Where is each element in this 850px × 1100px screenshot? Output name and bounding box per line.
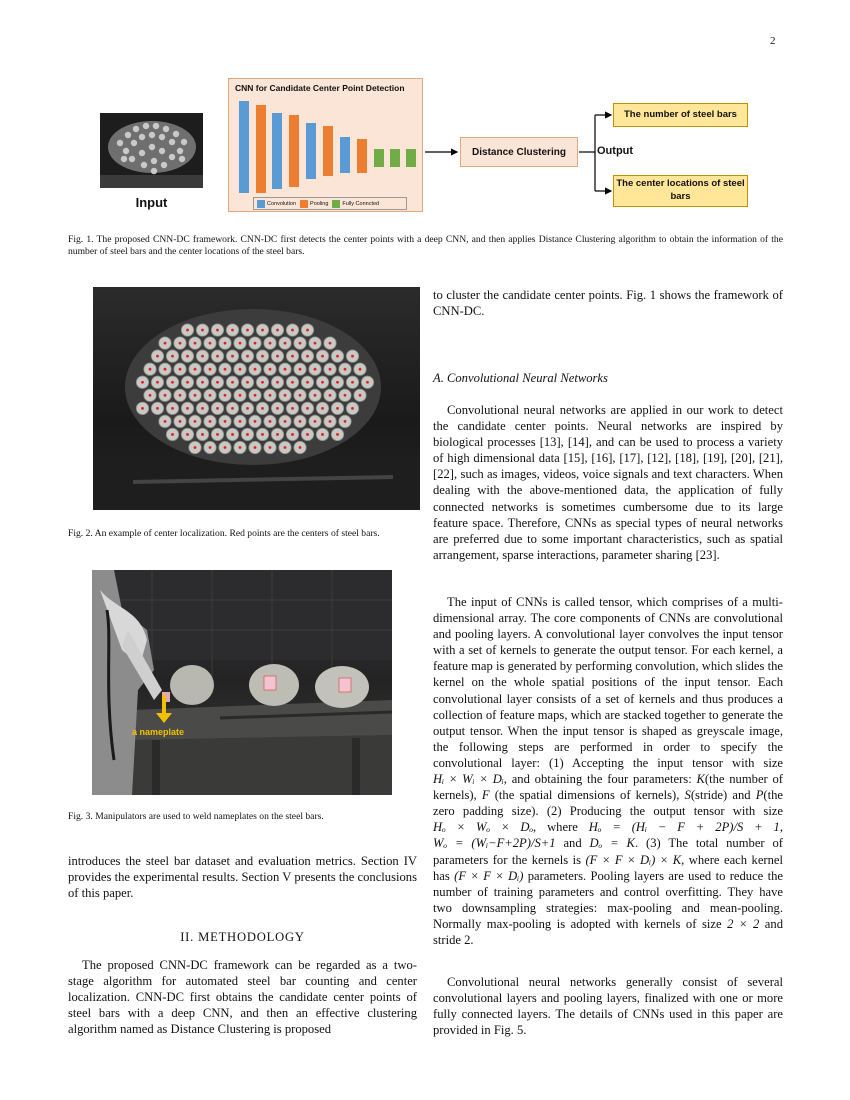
text-run: , [779,820,783,835]
text-run: , and obtaining the four parameters: [503,772,697,787]
center-point-marker [299,446,302,449]
math-ho-formula: Hₒ = (Hᵢ − F + 2P)/S + 1 [588,820,780,835]
math-total-params: (F × F × Dᵢ) × K [585,852,682,867]
center-point-marker [321,407,324,410]
center-point-marker [291,381,294,384]
legend-swatch [257,200,265,208]
center-point-marker [254,420,257,423]
center-point-marker [314,420,317,423]
center-point-marker [336,407,339,410]
input-bundle-image [100,113,203,188]
center-point-marker [359,394,362,397]
cnn-legend [253,197,407,210]
math-s: S [684,788,691,803]
text-run: and stride 2. [433,916,783,947]
methodology-paragraph-text: The proposed CNN-DC framework can be regarded as a two-stage algorithm for automated steel bar counting and center localization. CNN-DC first obtains the candidate center points of steel bars with a deep CNN, and then an effective clustering algorithm named as Distance Clustering is proposed [68,958,417,1037]
legend-item-pooling [300,200,328,208]
input-photo [100,113,203,188]
center-point-marker [186,433,189,436]
center-point-marker [366,381,369,384]
center-point-marker [291,329,294,332]
center-point-marker [329,420,332,423]
math-kernel-params: (F × F × Dᵢ) [454,868,524,883]
center-point-marker [209,342,212,345]
center-point-marker [224,342,227,345]
center-point-marker [179,420,182,423]
text-run: . (3) The total number of parameters for the kernels is [433,836,784,867]
center-point-marker [164,394,167,397]
center-point-marker [306,433,309,436]
center-point-marker [149,368,152,371]
conv-layer-2 [272,113,282,189]
fc-layer-3 [406,149,416,167]
conv-layer-1 [239,101,249,193]
center-point-marker [179,342,182,345]
center-point-marker [306,329,309,332]
center-point-marker [284,368,287,371]
figure-2-caption: Fig. 2. An example of center localization. Red points are the centers of steel bars. [68,528,380,539]
center-point-marker [194,342,197,345]
center-point-marker [321,433,324,436]
math-pool-size: 2 × 2 [727,916,760,931]
center-point-marker [239,368,242,371]
center-point-marker [291,407,294,410]
legend-label: Convolution [267,200,297,207]
center-point-marker [314,394,317,397]
nameplate-label: a nameplate [132,727,185,737]
center-point-marker [261,433,264,436]
pool-layer-2 [289,115,299,187]
center-point-marker [231,355,234,358]
center-point-marker [314,342,317,345]
center-point-marker [171,355,174,358]
center-point-marker [216,329,219,332]
center-point-marker [186,355,189,358]
manipulator-scene-image [92,570,392,795]
center-point-marker [224,394,227,397]
center-point-marker [246,329,249,332]
math-output-size: Hₒ × Wₒ × Dₒ [433,820,534,835]
center-point-marker [209,368,212,371]
center-point-marker [359,368,362,371]
center-point-marker [186,381,189,384]
center-point-marker [261,355,264,358]
center-point-marker [194,394,197,397]
conv-layer-3 [306,123,316,179]
center-point-marker [201,329,204,332]
center-point-marker [351,407,354,410]
center-point-marker [351,355,354,358]
math-wo-formula: Wₒ = (Wᵢ−F+2P)/S+1 [433,836,556,851]
cnn-layer-bars [229,79,424,194]
steel-bar-bundle-image [93,287,420,510]
cnn-block [228,78,423,212]
center-point-marker [299,394,302,397]
center-point-marker [254,394,257,397]
math-input-size: Hᵢ × Wᵢ × Dᵢ [433,772,504,787]
center-point-marker [276,329,279,332]
center-point-marker [254,446,257,449]
center-point-marker [239,394,242,397]
center-point-marker [269,446,272,449]
center-point-marker [239,342,242,345]
center-point-marker [336,433,339,436]
text-run: (stride) and [690,788,756,803]
cnn-structure-paragraph-text: Convolutional neural networks generally consist of several convolutional layers and pooling layers, finalized with one or more fully connected layers. The details of CNNs used in this paper are provided in Fig. 5. [433,975,783,1038]
subsection-heading-cnn: A. Convolutional Neural Networks [433,371,608,385]
center-point-marker [194,420,197,423]
cnn-paragraph-text: Convolutional neural networks are applied in our work to detect the candidate center points. Neural networks are inspired by biological processes [13], [14], and can be used to process a variety of high dimensional data [15], [16], [17], [12], [18], [19], [20], [21], [22], such as images, videos, voice signals and text characters. When dealing with the above-mentioned data, the application of fully connected networks is sometimes cumbersome due to its large feature space. Therefore, CNNs as special types of neural networks are preferred due to some important characteristics, such as spatial arrangement, sparse interactions, parameter sharing [23]. [433,403,783,562]
center-point-marker [284,446,287,449]
center-point-marker [284,342,287,345]
center-point-marker [216,381,219,384]
center-point-marker [246,355,249,358]
center-point-marker [171,407,174,410]
center-point-marker [216,433,219,436]
center-point-marker [194,446,197,449]
center-point-marker [179,394,182,397]
cnn-paragraph [433,402,783,563]
center-point-marker [201,355,204,358]
legend-label: Pooling [310,200,329,207]
legend-label: Fully Conncted [342,200,380,207]
cnn-title: CNN for Candidate Center Point Detection [235,83,405,93]
center-point-marker [269,342,272,345]
center-point-marker [299,368,302,371]
center-point-marker [291,355,294,358]
text-run: parameters. Pooling layers are used to reduce the number of training parameters and control overfitting. They have two downsampling strategies: max-pooling and mean-pooling. Normally max-pooling is adopted with kernels of size [433,868,784,931]
center-point-marker [336,381,339,384]
center-point-marker [344,394,347,397]
page-number: 2 [770,35,776,47]
input-label: Input [135,195,168,210]
center-point-marker [156,355,159,358]
center-point-marker [231,407,234,410]
center-point-marker [224,420,227,423]
distance-clustering-box: Distance Clustering [460,137,578,167]
center-point-marker [239,420,242,423]
center-point-marker [231,381,234,384]
center-point-marker [329,394,332,397]
center-point-marker [156,407,159,410]
framework-continuation-paragraph: to cluster the candidate center points. Fig. 1 shows the framework of CNN-DC. [433,288,783,319]
center-point-marker [141,381,144,384]
figure-2-photo [93,287,420,510]
center-point-marker [201,407,204,410]
center-point-marker [306,355,309,358]
center-point-marker [276,355,279,358]
center-point-marker [216,407,219,410]
pool-layer-4 [357,139,367,173]
pool-layer-3 [323,126,333,176]
fc-layer-1 [374,149,384,167]
text-run: (the spatial dimensions of kernels), [489,788,685,803]
center-point-marker [299,342,302,345]
center-point-marker [284,420,287,423]
fc-layer-2 [390,149,400,167]
output-count-box: The number of steel bars [613,103,748,127]
center-point-marker [224,446,227,449]
center-point-marker [329,342,332,345]
tensor-paragraph [433,594,783,948]
center-point-marker [141,407,144,410]
center-point-marker [171,381,174,384]
center-point-marker [261,329,264,332]
output-centers-box: The center locations of steel bars [613,175,748,207]
legend-swatch [332,200,340,208]
center-point-marker [321,355,324,358]
center-point-marker [156,381,159,384]
center-point-marker [276,433,279,436]
center-point-marker [216,355,219,358]
center-point-marker [246,381,249,384]
center-point-marker [269,420,272,423]
center-point-marker [231,329,234,332]
intro-continuation-paragraph: introduces the steel bar dataset and evaluation metrics. Section IV provides the experimental results. Section V presents the conclusions of this paper. [68,854,417,901]
text-run: The input of CNNs is called tensor, which comprises of a multi-dimensional array. The core components of CNNs are convolutional and pooling layers. A convolutional layer convolves the input tensor with a set of kernels to generate the output tensor. For each kernel, a feature map is generated by performing convolution, which slides the kernel on the whole spatial positions of the input tensor. Each convolutional layer consists of a set of kernels and thus produces a collection of feature maps, which are stacked together to generate the output tensor. When the input tensor is shaped as greyscale image, the following steps are performed in order to specify the convolutional layer: (1) Accepting the input tensor with size [433,595,783,770]
center-point-marker [321,381,324,384]
center-point-marker [164,368,167,371]
center-point-marker [261,407,264,410]
center-point-marker [246,433,249,436]
section-heading-methodology: II. METHODOLOGY [180,930,305,944]
output-label: Output [597,145,634,157]
text-run: and [555,836,590,851]
center-point-marker [344,368,347,371]
math-k: K [696,772,705,787]
center-point-marker [299,420,302,423]
center-point-marker [209,446,212,449]
center-point-marker [164,420,167,423]
text-run: , where [533,820,589,835]
center-point-marker [254,342,257,345]
conv-layer-4 [340,137,350,173]
methodology-paragraph [68,957,417,1037]
tensor-paragraph-text [433,594,783,948]
center-point-marker [194,368,197,371]
legend-swatch [300,200,308,208]
center-point-marker [291,433,294,436]
figure-3-caption: Fig. 3. Manipulators are used to weld nameplates on the steel bars. [68,811,324,822]
center-point-marker [149,394,152,397]
math-do-formula: Dₒ = K [589,836,635,851]
legend-item-convolution [257,200,296,208]
center-point-marker [179,368,182,371]
center-point-marker [276,407,279,410]
center-point-marker [344,420,347,423]
center-point-marker [246,407,249,410]
math-f: F [481,788,490,803]
center-point-marker [186,329,189,332]
figure-1 [95,75,755,215]
text-run: (the number of kernels), [433,772,783,803]
center-point-marker [231,433,234,436]
center-point-marker [186,407,189,410]
center-point-marker [269,394,272,397]
center-point-marker [336,355,339,358]
text-run: (the zero padding size). (2) Producing the output tensor with size [433,788,784,819]
center-point-marker [351,381,354,384]
center-point-marker [314,368,317,371]
figure-3-photo [92,570,392,795]
center-point-marker [269,368,272,371]
center-point-marker [209,394,212,397]
center-point-marker [284,394,287,397]
math-p: P [755,788,764,803]
center-point-marker [201,433,204,436]
center-point-marker [209,420,212,423]
cnn-structure-paragraph [433,974,783,1038]
center-point-marker [201,381,204,384]
center-point-marker [276,381,279,384]
legend-item-fully-connected [332,200,379,208]
center-point-marker [239,446,242,449]
text-run: , where each kernel has [433,852,784,883]
center-point-marker [261,381,264,384]
center-point-marker [306,407,309,410]
figure-1-caption: Fig. 1. The proposed CNN-DC framework. CNN-DC first detects the center points with a deep CNN, and then applies Distance Clustering algorithm to obtain the information of the number of steel bars and the center locations of the steel bars. [68,234,783,257]
center-point-marker [224,368,227,371]
center-point-marker [254,368,257,371]
pool-layer-1 [256,105,266,193]
center-point-marker [329,368,332,371]
center-point-marker [164,342,167,345]
center-point-marker [306,381,309,384]
center-point-marker [171,433,174,436]
